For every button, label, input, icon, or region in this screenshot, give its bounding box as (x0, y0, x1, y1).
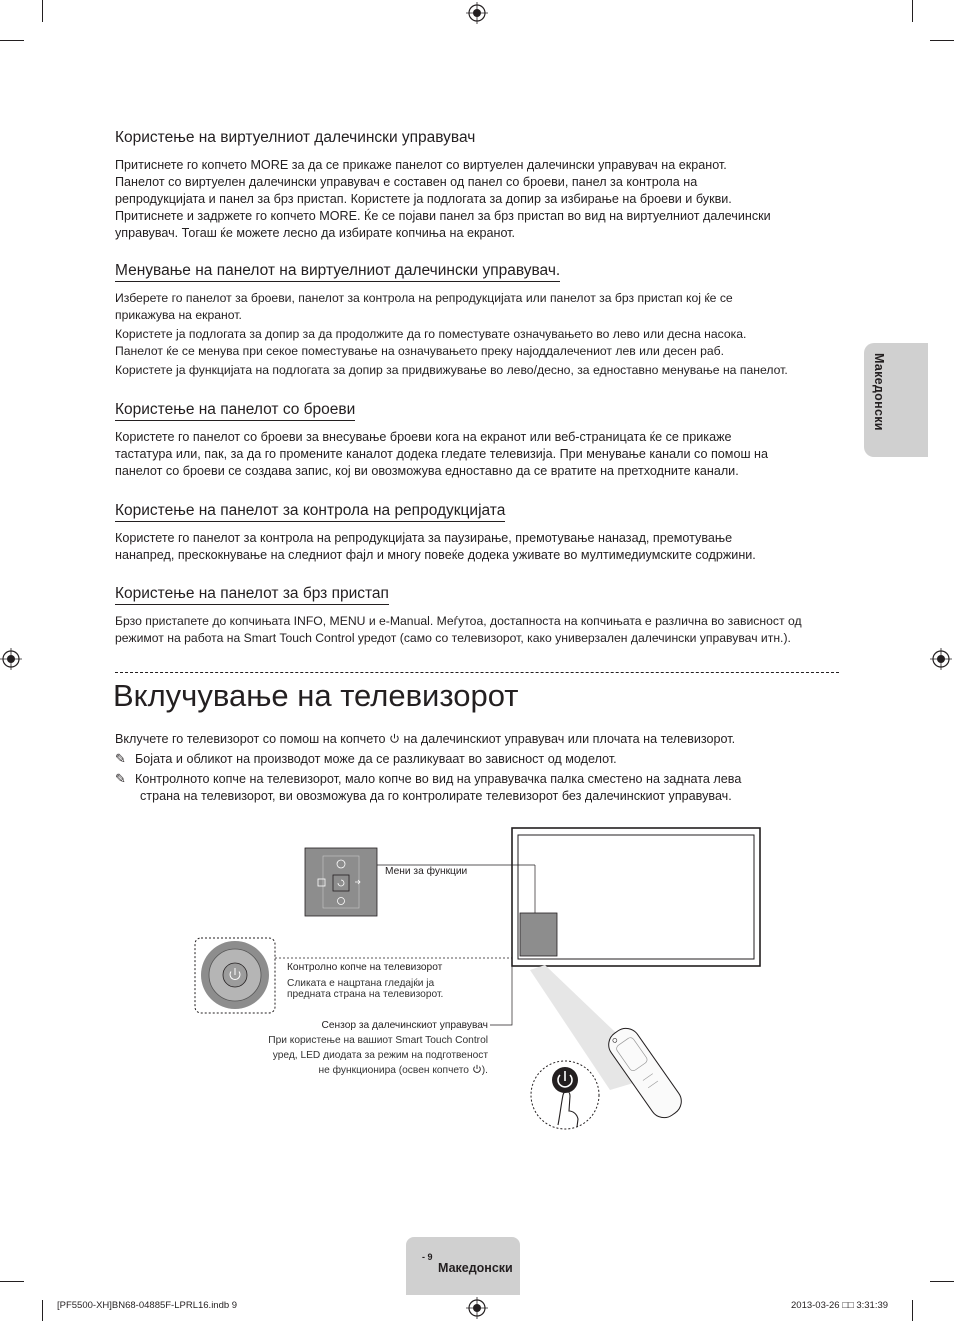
language-side-tab: Македонски (864, 343, 928, 457)
control-button-label: Контролно копче на телевизорот (287, 962, 443, 973)
crop-mark (0, 1281, 24, 1282)
section-heading: Користење на панелот со броеви (115, 401, 355, 421)
crop-mark (912, 0, 913, 22)
control-button-desc: Сликата е нацртана гледајќи ја предната страна на телевизорот. (287, 978, 444, 1000)
power-icon (472, 1064, 482, 1074)
footer-file-info: [PF5500-XH]BN68-04885F-LPRL16.indb 9 (57, 1300, 238, 1311)
function-menu-label: Мени за функции (385, 866, 468, 877)
registration-mark-icon (0, 648, 22, 670)
registration-mark-icon (930, 648, 952, 670)
sensor-label: Сензор за далечинскиот управувач (321, 1020, 488, 1031)
control-button-area (520, 913, 557, 956)
section-body: Користете го панелот со броеви за внесување броеви кога на екранот или веб-страницата ќе се прикаже тастатура или, пак, за да го промените каналот додека гледате телевизија. При менување канали со помош на панелот со броеви се создава запис, кој ви овозможува едноставно да се вратите на претходните канали. (115, 430, 769, 478)
power-intro: Вклучете го телевизорот со помош на копчето на далечинскиот управувач или плочата на телевизорот. (115, 732, 736, 746)
registration-mark-icon (466, 2, 488, 24)
section-body: Користете го панелот за контрола на репродукцијата за паузирање, премотување наназад, премотување нанапред, прескокнување на следниот фајл и многу повеќе додека уживате во мултимедиумските содржини. (115, 531, 756, 562)
crop-mark (0, 40, 24, 41)
section-body: Притиснете го копчето MORE за да се прикаже панелот со виртуелен далечински управувач на екранот. Панелот со виртуелен далечински управувач е составен од панел со броеви, панел за контрола на репродукцијата и панел за брз пристап. Користете ја подлогата за допир за избирање на броеви и букви. Притиснете и задржете го копчето MORE. Ќе се појави панел за брз пристап во вид на виртуелниот далечински управувач. Тогаш ќе можете лесно да избирате копчиња на екранот. (115, 158, 771, 240)
tv-diagram (190, 825, 770, 1135)
function-menu-panel (305, 848, 377, 916)
crop-mark (930, 1281, 954, 1282)
registration-mark-icon (466, 1297, 488, 1319)
sensor-desc: При користење на вашиот Smart Touch Control уред, LED диодата за режим на подготвеност не функционира (освен копчето ). (268, 1035, 488, 1076)
crop-mark (42, 0, 43, 22)
pencil-note-icon: ✎ (115, 771, 126, 786)
section-divider (115, 672, 839, 673)
section-body: Изберете го панелот за броеви, панелот за контрола на репродукцијата или панелот за брз пристап кој ќе се прикажува на екранот. Користете ја подлогата за допир за да продолжите да го поместувате означувањето во лево или десна насока. Панелот ќе се менува при секое поместување на означувањето преку најоддалечениот лев или десен раб. Користете ја функцијата на подлогата за допир за придвижување во лево/десно, за едноставно менување на панелот. (115, 291, 788, 377)
section-heading: Користење на панелот за контрола на репродукцијата (115, 502, 505, 522)
power-icon (389, 733, 400, 744)
section-heading: Користење на виртуелниот далечински управувач (115, 129, 476, 146)
page-title: Вклучување на телевизорот (113, 678, 519, 713)
section-body: Брзо пристапете до копчињата INFO, MENU и e-Manual. Меѓутоа, достапноста на копчињата е различна во зависност од режимот на работа на Smart Touch Control уредот (само со телевизорот, како универзален далечински управувач итн.). (115, 614, 802, 645)
footer-date-info: 2013-03-26 □□ 3:31:39 (791, 1300, 889, 1311)
section-heading: Користење на панелот за брз пристап (115, 585, 389, 605)
pencil-note-icon: ✎ (115, 751, 126, 766)
crop-mark (912, 1300, 913, 1321)
crop-mark (42, 1300, 43, 1321)
section-heading: Менување на панелот на виртуелниот далечински управувач. (115, 262, 560, 282)
power-notes: ✎ Бојата и обликот на производот може да се разликуваат во зависност од моделот. ✎ Контролното копче на телевизорот, мало копче во вид на управувачка палка сместено на задната лева страна на телевизорот, ви овозможува да го контролирате телевизорот без далечинскиот управувач. (115, 751, 742, 803)
footer-page-tab: Македонски - 9 (406, 1237, 520, 1295)
crop-mark (930, 40, 954, 41)
